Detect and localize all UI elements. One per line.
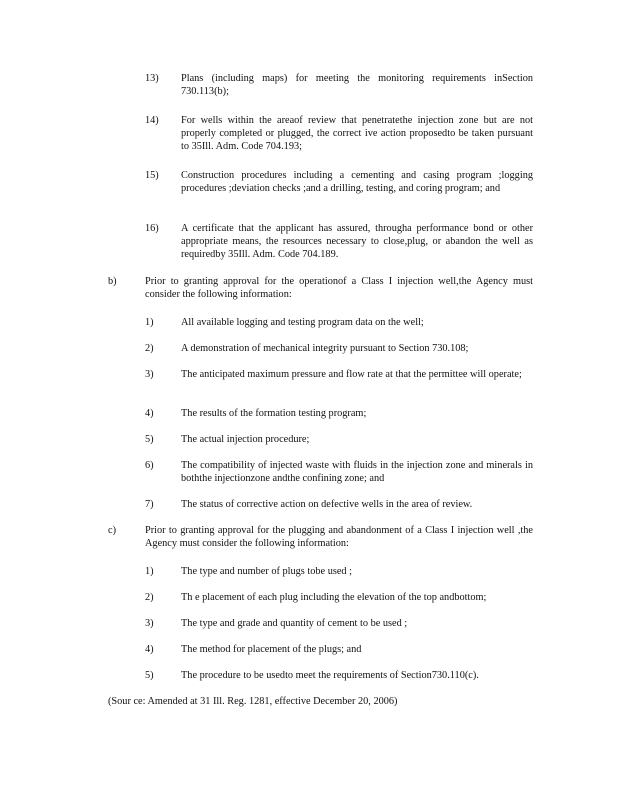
item-number: 4) bbox=[145, 644, 154, 655]
item-text: All available logging and testing program data on the well; bbox=[181, 317, 424, 328]
section-letter-c: c) bbox=[108, 525, 116, 536]
item-text: The compatibility of injected waste with fluids in the injection zone and minerals in boththe injectionzone andthe confining zone; and bbox=[181, 460, 533, 484]
item-text: The results of the formation testing program; bbox=[181, 408, 367, 419]
item-text: A demonstration of mechanical integrity pursuant to Section 730.108; bbox=[181, 343, 469, 354]
item-number: 14) bbox=[145, 115, 159, 126]
item-text: The method for placement of the plugs; and bbox=[181, 644, 362, 655]
item-number: 3) bbox=[145, 369, 154, 380]
item-number: 5) bbox=[145, 434, 154, 445]
item-text: The status of corrective action on defective wells in the area of review. bbox=[181, 499, 473, 510]
item-number: 1) bbox=[145, 566, 154, 577]
item-number: 5) bbox=[145, 670, 154, 681]
item-text: A certificate that the applicant has assured, througha performance bond or other appropriate means, the resources necessary to close,plug, or abandon the well as requiredby 35Ill. Adm. Code 704.189. bbox=[181, 223, 533, 260]
section-letter-b: b) bbox=[108, 276, 117, 287]
item-number: 2) bbox=[145, 592, 154, 603]
item-text: The actual injection procedure; bbox=[181, 434, 310, 445]
item-text: For wells within the areaof review that penetratethe injection zone but are not properly completed or plugged, the correct ive action proposedto be taken pursuant to 35Ill. Adm. Code 704.193; bbox=[181, 115, 533, 152]
item-number: 4) bbox=[145, 408, 154, 419]
item-number: 2) bbox=[145, 343, 154, 354]
item-number: 3) bbox=[145, 618, 154, 629]
item-number: 1) bbox=[145, 317, 154, 328]
item-number: 13) bbox=[145, 73, 159, 84]
section-b-intro: Prior to granting approval for the operationof a Class I injection well,the Agency must consider the following information: bbox=[145, 276, 533, 300]
item-text: The type and number of plugs tobe used ; bbox=[181, 566, 353, 577]
item-text: The anticipated maximum pressure and flow rate at that the permittee will operate; bbox=[181, 369, 522, 380]
item-text: Plans (including maps) for meeting the monitoring requirements inSection 730.113(b); bbox=[181, 73, 533, 97]
item-number: 7) bbox=[145, 499, 154, 510]
item-number: 16) bbox=[145, 223, 159, 234]
item-text: The type and grade and quantity of cement to be used ; bbox=[181, 618, 408, 629]
item-text: Th e placement of each plug including the elevation of the top andbottom; bbox=[181, 592, 487, 603]
section-c-intro: Prior to granting approval for the plugging and abandonment of a Class I injection well ,the Agency must consider the following information: bbox=[145, 525, 533, 549]
item-number: 15) bbox=[145, 170, 159, 181]
item-text: The procedure to be usedto meet the requirements of Section730.110(c). bbox=[181, 670, 479, 681]
item-text: Construction procedures including a cementing and casing program ;logging procedures ;deviation checks ;and a drilling, testing, and coring program; and bbox=[181, 170, 533, 194]
item-number: 6) bbox=[145, 460, 154, 471]
source-note: (Sour ce: Amended at 31 Ill. Reg. 1281, effective December 20, 2006) bbox=[108, 696, 398, 707]
